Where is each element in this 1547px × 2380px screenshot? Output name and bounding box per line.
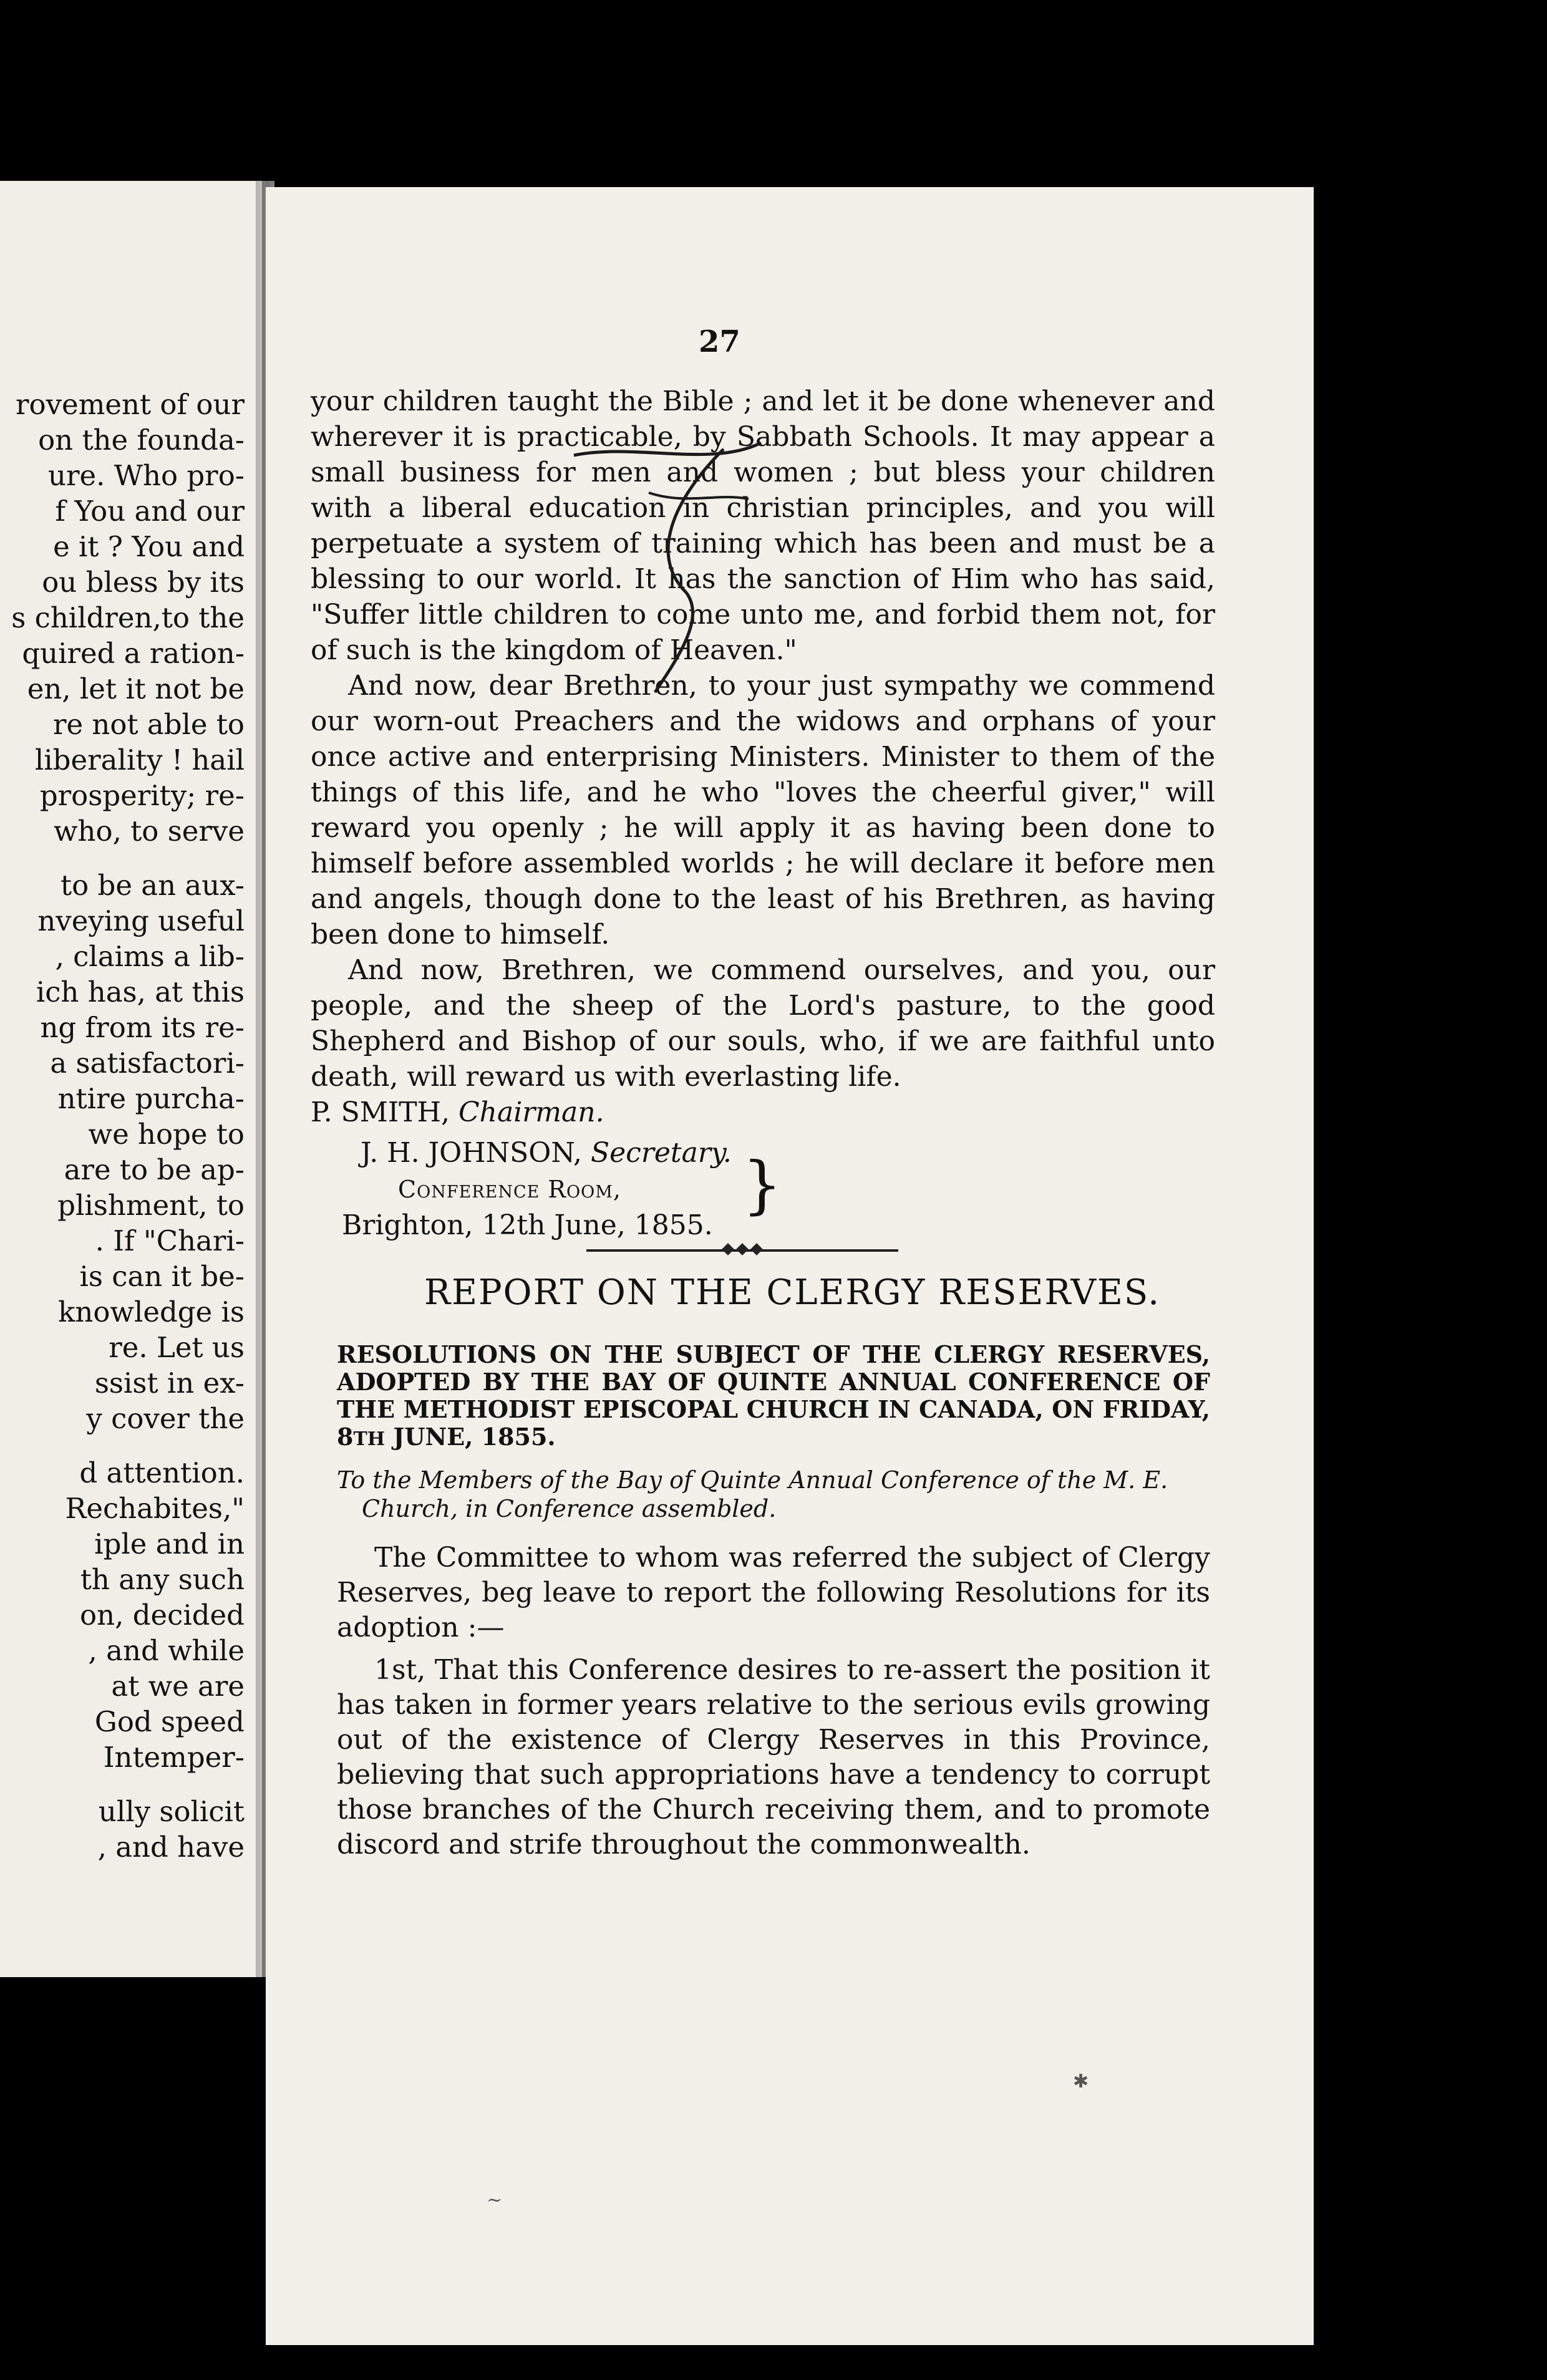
paragraph-worn-out-preachers: And now, dear Brethren, to your just sympathy we commend our worn-out Preachers and the widows and orphans of your once active and enterprising Ministers. Minister to them of the things of this life, and he who "loves the cheerful giver," will reward you openly ; he will apply it as having been done to himself before assembled worlds ; he will declare it before men and angels, though done to the least of his Brethren, as having been done to himself. [311,670,1215,951]
left-page-line: s children,to the [11,601,245,634]
report-body [337,1541,1210,1870]
left-page-gap [0,1775,245,1794]
left-page-line: God speed [94,1705,245,1738]
left-page-line: are to be ap- [64,1153,245,1186]
report-title: REPORT ON THE CLERGY RESERVES. [424,1272,1161,1313]
committee-paragraph: The Committee to whom was referred the subject of Clergy Reserves, beg leave to report the following Resolutions for its adoption :— [337,1542,1210,1643]
members-address [337,1466,1210,1523]
speck-mark: ✱ [1073,2071,1089,2092]
left-page-line: rovement of our [16,388,245,421]
left-page-gap [0,1436,245,1455]
resolutions-heading: RESOLUTIONS ON THE SUBJECT OF THE CLERGY RESERVES, ADOPTED BY THE BAY OF QUINTE ANNUAL CONFERENCE OF THE METHODIST EPISCOPAL CHURCH IN CANADA, ON FRIDAY, 8TH JUNE, 1855. [337,1340,1210,1451]
chairman-signature [311,1095,1196,1130]
paragraph-sabbath-schools: your children taught the Bible ; and let it be done whenever and wherever it is practicable, by Sabbath Schools. It may appear a small business for men and women ; but bless your children with a liberal education in christian principles, and you will perpetuate a system of training which has been and must be a blessing to our world. It has the sanction of Him who has said, "Suffer little children to come unto me, and forbid them not, for of such is the kingdom of Heaven." [311,385,1215,666]
left-page-line: ich has, at this [36,975,245,1009]
left-page-line: th any such [80,1563,245,1596]
left-page-line: , and while [88,1634,245,1667]
secretary-title: Secretary. [591,1137,732,1169]
left-page-line: nveying useful [37,904,245,937]
left-page-line: . If "Chari- [95,1224,245,1257]
left-page-line: who, to serve [54,815,245,848]
conference-room: Conference Room, [398,1176,621,1203]
left-page-line: re. Let us [109,1331,245,1364]
members-line-1: To the Members of the Bay of Quinte Annual Conference of the M. E. [337,1466,1168,1494]
left-page-line: Intemper- [103,1741,245,1774]
left-page-line: at we are [111,1670,245,1703]
left-page-line: knowledge is [58,1295,245,1328]
left-page-line: on the founda- [38,423,245,457]
left-page-line: y cover the [86,1402,245,1435]
left-page-line: on, decided [80,1599,245,1632]
left-page-line: , and have [97,1831,245,1864]
left-page-line: , claims a lib- [55,940,245,973]
secretary-name: J. H. JOHNSON, [361,1137,583,1169]
left-page-line: we hope to [88,1118,245,1151]
pen-mark-icon [561,430,823,717]
left-page [0,181,266,1977]
left-page-line: quired a ration- [22,637,245,670]
left-page-line: re not able to [52,708,245,741]
left-page-line: Rechabites," [65,1492,245,1525]
left-page-line: d attention. [79,1456,245,1489]
date-line: Brighton, 12th June, 1855. [342,1209,713,1241]
left-page-line: ure. Who pro- [48,459,245,492]
chairman-name: P. SMITH, [311,1096,450,1128]
left-page-line: e it ? You and [53,530,245,563]
left-page-line: prosperity; re- [39,779,245,812]
paragraph-benediction: And now, Brethren, we commend ourselves, and you, our people, and the sheep of the Lord's pasture, to the good Shepherd and Bishop of our souls, who, if we are faithful unto death, will reward us with everlasting life. [311,954,1215,1093]
rule-ornament [724,1245,761,1256]
left-page-line: f You and our [55,495,245,528]
left-page-gap [0,849,245,868]
left-page-line: plishment, to [57,1189,245,1222]
members-line-2: Church, in Conference assembled. [362,1495,777,1522]
left-page-line: en, let it not be [27,672,245,705]
left-page-line: ou bless by its [42,566,245,599]
brace-glyph: } [742,1148,782,1221]
secretary-signature [361,1135,1215,1171]
left-page-line: iple and in [94,1527,245,1560]
left-page-line: ssist in ex- [94,1367,245,1400]
left-page-line: to be an aux- [61,869,245,902]
left-page-line: is can it be- [79,1260,245,1293]
speck-mark: ~ [487,2189,503,2211]
left-page-line: ng from its re- [40,1011,245,1044]
page-number: 27 [699,324,740,359]
left-page-line: liberality ! hail [34,743,245,776]
left-page-text [0,387,245,1865]
left-page-line: ntire purcha- [57,1082,245,1115]
left-page-line: ully solicit [98,1795,245,1828]
first-resolution: 1st, That this Conference desires to re-assert the position it has taken in former years relative to the serious evils growing out of the existence of Clergy Reserves in this Province, believing that such appropriations have a tendency to corrupt those branches of the Church receiving them, and to promote discord and strife throughout the commonwealth. [337,1654,1210,1860]
chairman-title: Chairman. [458,1096,604,1128]
left-page-line: a satisfactori- [50,1047,245,1080]
